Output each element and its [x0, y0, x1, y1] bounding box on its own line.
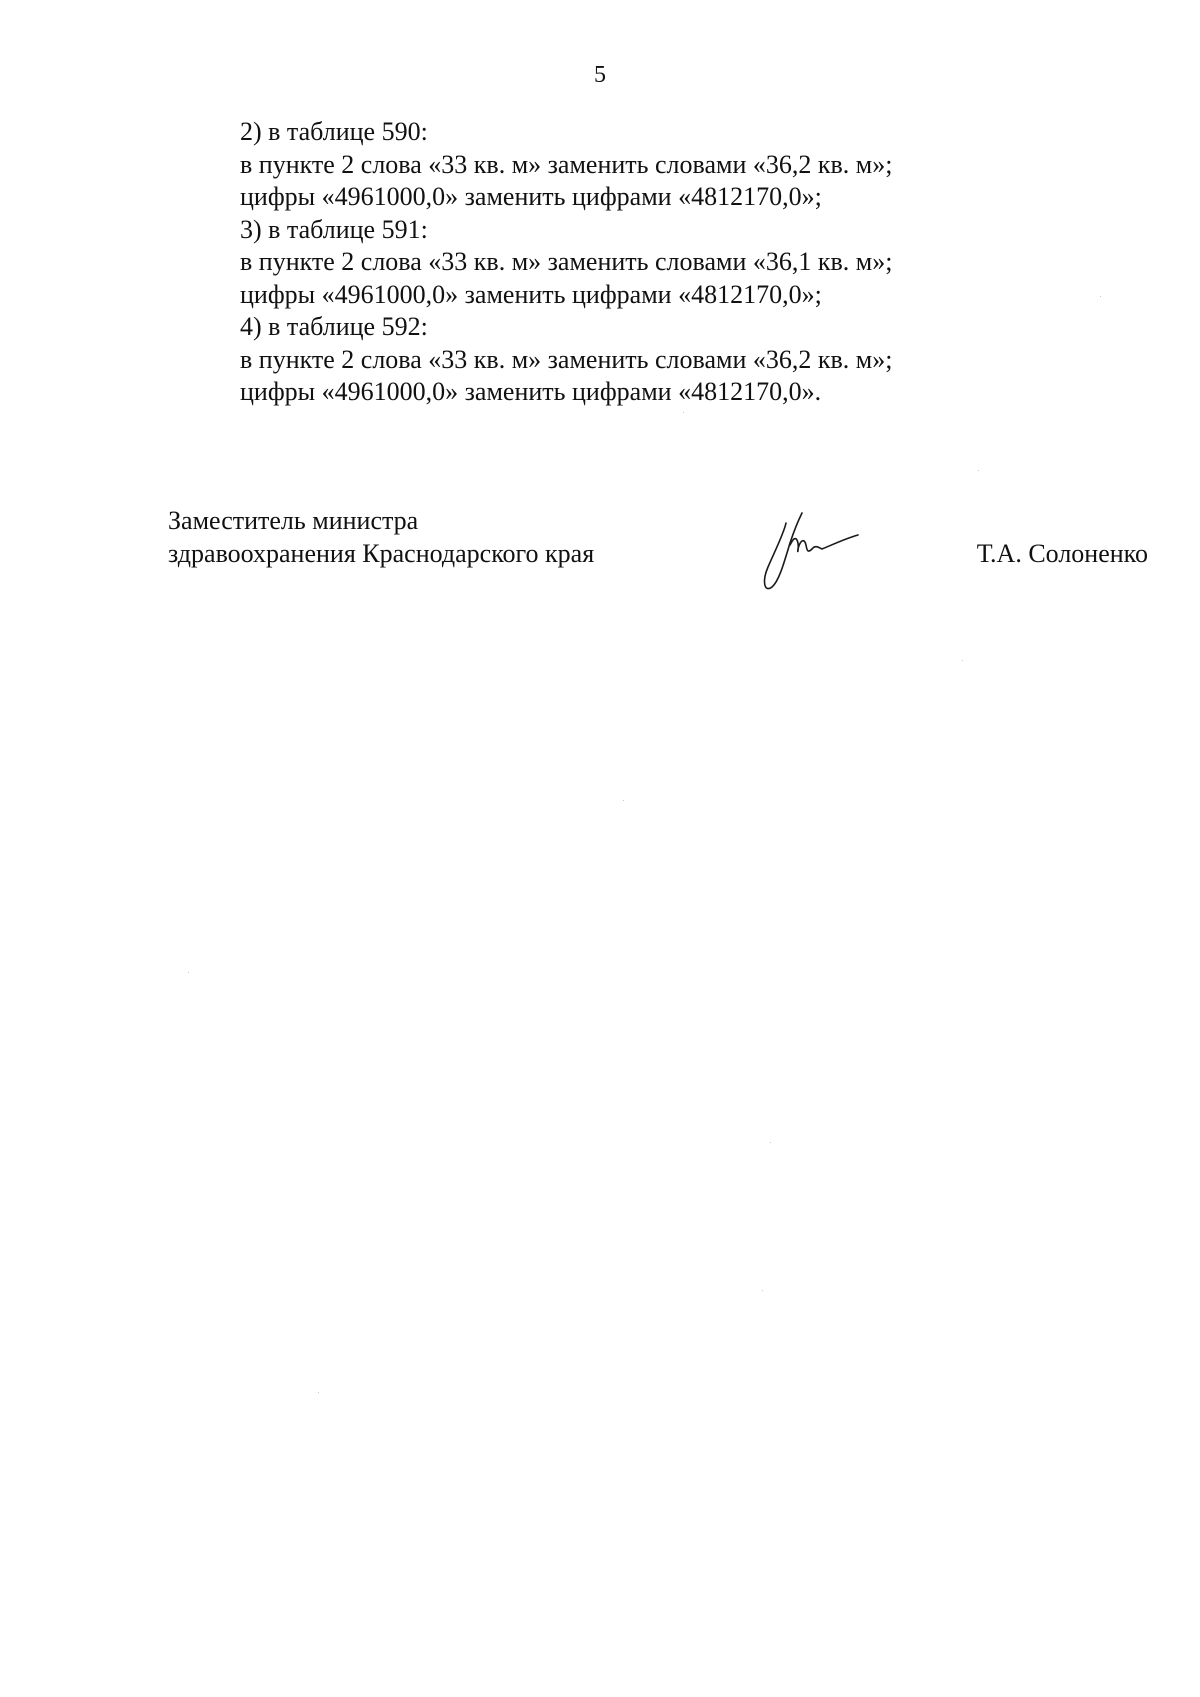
body-line: в пункте 2 слова «33 кв. м» заменить словами «36,2 кв. м»;: [240, 149, 893, 179]
scan-speck: [962, 660, 963, 661]
signer-title-line: здравоохранения Краснодарского края: [168, 538, 595, 568]
scan-speck: [188, 972, 189, 973]
body-line: цифры «4961000,0» заменить цифрами «4812170,0»;: [240, 182, 822, 211]
signature-block: [168, 505, 1148, 615]
scan-speck: [978, 470, 979, 471]
scan-speck: [318, 1392, 319, 1393]
amendment-list: [240, 116, 1000, 409]
scan-speck: [683, 412, 684, 413]
page-number: 5: [594, 62, 606, 88]
body-line: 4) в таблице 592:: [240, 312, 428, 341]
signature-stroke: [790, 535, 858, 551]
scan-speck: [762, 1290, 763, 1291]
scan-speck: [1100, 296, 1101, 297]
body-line: цифры «4961000,0» заменить цифрами «4812170,0».: [240, 377, 822, 406]
body-line: в пункте 2 слова «33 кв. м» заменить словами «36,2 кв. м»;: [240, 344, 893, 374]
body-line: цифры «4961000,0» заменить цифрами «4812170,0»;: [240, 279, 822, 309]
signer-title: [168, 505, 594, 570]
body-line: 3) в таблице 591:: [240, 214, 428, 244]
handwritten-signature: [746, 505, 876, 605]
signer-title-line: Заместитель министра: [168, 506, 419, 535]
signer-name: Т.А. Солоненко: [976, 538, 1148, 568]
body-line: в пункте 2 слова «33 кв. м» заменить словами «36,1 кв. м»;: [240, 247, 893, 276]
signature-stroke: [765, 513, 802, 589]
body-line: 2) в таблице 590:: [240, 117, 428, 146]
scan-speck: [623, 800, 624, 801]
scan-speck: [770, 1142, 771, 1143]
